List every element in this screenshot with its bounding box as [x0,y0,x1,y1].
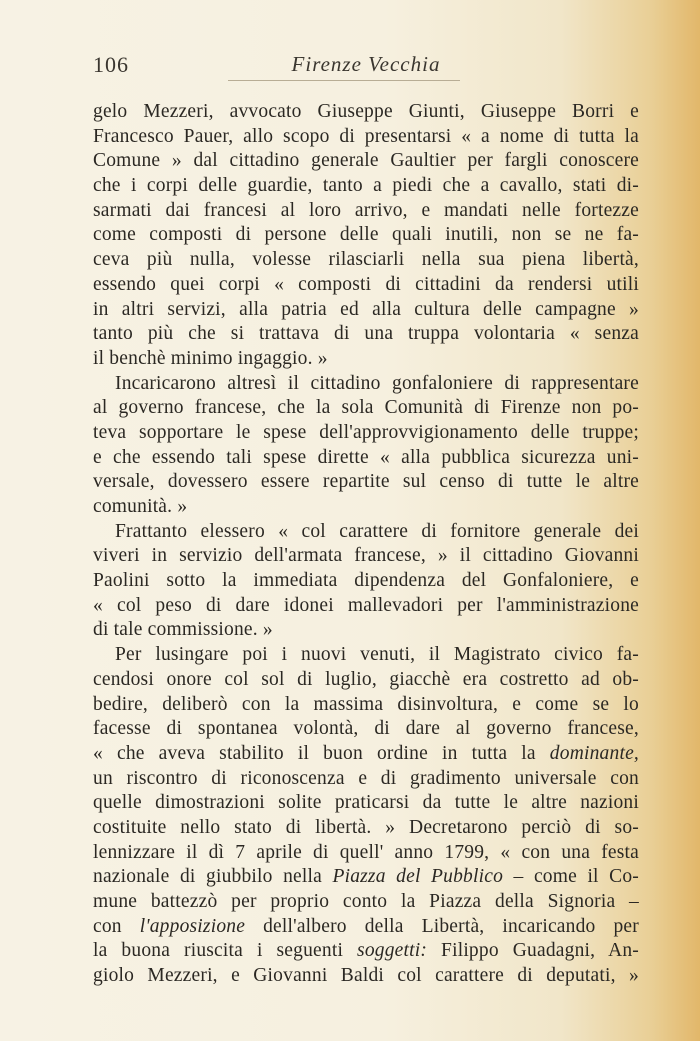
text-line [93,544,639,569]
text-line [93,470,639,495]
text-line [93,668,639,693]
text-line [93,742,639,767]
text-segment: comunità. » [93,496,188,517]
text-line [93,223,639,248]
text-line [93,643,639,668]
italic-text: l'apposizione [139,915,246,937]
text-segment: « che aveva stabilito il buon ordine in tutta la [93,742,550,764]
text-segment: come composti di persone delle quali inutili, non se ne fa- [93,224,639,246]
text-line [93,248,639,273]
text-segment: Per lusingare poi i nuovi venuti, il Magistrato civico fa- [115,644,639,666]
running-head [93,52,639,78]
text-segment: cendosi onore col sol di luglio, giacchè era costretto ad ob- [93,668,639,690]
italic-text: soggetti: [357,940,428,962]
text-line [93,396,639,421]
text-line [93,495,639,520]
text-line [93,791,639,816]
text-segment: teva sopportare le spese dell'approvvigionamento delle truppe; [93,421,639,443]
text-segment: gelo Mezzeri, avvocato Giuseppe Giunti, Giuseppe Borri e [93,101,639,122]
text-segment: facesse di spontanea volontà, di dare al governo francese, [93,718,639,740]
text-segment: Paolini sotto la immediata dipendenza del Gonfaloniere, e [93,570,639,592]
text-line [93,865,639,890]
text-segment: Comune » dal cittadino generale Gaultier per fargli conoscere [93,150,639,172]
italic-text: dominante, [549,742,639,764]
text-line [93,446,639,471]
text-line [93,298,639,323]
text-segment: la buona riuscita i seguenti [93,940,358,962]
text-line [93,693,639,718]
text-line [93,816,639,841]
text-segment: quelle dimostrazioni solite praticarsi da tutte le altre nazioni [93,792,639,814]
text-segment: tanto più che si trattava di una truppa volontaria « senza [93,323,639,345]
text-line [93,174,639,199]
text-line [93,100,639,125]
text-segment: il benchè minimo ingaggio. » [93,347,328,369]
text-segment: – come il Co- [503,866,639,888]
text-segment: « col peso di dare idonei mallevadori per l'amministrazione [93,594,639,616]
body-text [93,100,639,989]
text-segment: bedire, deliberò con la massima disinvoltura, e come se lo [93,693,639,715]
text-line [93,149,639,174]
text-line [93,767,639,792]
text-segment: Francesco Pauer, allo scopo di presentarsi « a nome di tutta la [93,125,639,147]
text-line [93,322,639,347]
text-line [93,717,639,742]
text-segment: versale, dovessero essere repartite sul censo di tutte le altre [93,471,639,493]
text-line [93,569,639,594]
text-line [93,964,639,989]
text-line [93,594,639,619]
text-line [93,125,639,150]
text-line [93,841,639,866]
text-segment: mune battezzò per proprio conto la Piazza della Signoria – [93,891,639,912]
text-segment: con [93,915,140,937]
page-number: 106 [93,52,129,77]
text-segment: lennizzare il dì 7 aprile di quell' anno 1799, « con una festa [93,841,639,863]
text-segment: Filippo Guadagni, An- [427,940,640,962]
text-segment: sarmati dai francesi al loro arrivo, e mandati nelle fortezze [93,199,639,221]
header-rule [228,80,460,81]
text-segment: in altri servizi, alla patria ed alla cultura delle campagne » [93,298,639,320]
text-line [93,520,639,545]
text-segment: e che essendo tali spese dirette « alla pubblica sicurezza uni- [93,446,639,468]
text-line [93,618,639,643]
text-line [93,939,639,964]
text-segment: costituite nello stato di libertà. » Decretarono perciò di so- [93,816,639,838]
text-line [93,347,639,372]
text-segment: nazionale di giubbilo nella [93,866,333,888]
italic-text: Piazza del Pubblico [332,866,504,888]
text-line [93,421,639,446]
running-title: Firenze Vecchia [291,52,441,76]
text-segment: al governo francese, che la sola Comunità di Firenze non po- [93,397,639,419]
text-segment: Frattanto elessero « col carattere di fornitore generale dei [115,520,639,542]
text-segment: Incaricarono altresì il cittadino gonfaloniere di rappresentare [115,372,639,394]
text-line [93,915,639,940]
text-segment: essendo quei corpi « composti di cittadini da rendersi utili [93,273,639,295]
text-segment: di tale commissione. » [93,619,273,641]
text-segment: viveri in servizio dell'armata francese, » il cittadino Giovanni [93,545,639,567]
text-line [93,273,639,298]
text-line [93,199,639,224]
text-segment: un riscontro di riconoscenza e di gradimento universale con [93,767,639,789]
text-segment: ceva più nulla, volesse rilasciarli nella sua piena libertà, [93,249,639,271]
text-segment: giolo Mezzeri, e Giovanni Baldi col carattere di deputati, » [93,965,639,987]
text-segment: dell'albero della Libertà, incaricando per [245,915,639,937]
text-segment: che i corpi delle guardie, tanto a piedi che a cavallo, stati di- [93,175,639,197]
text-line [93,372,639,397]
text-line [93,890,639,915]
